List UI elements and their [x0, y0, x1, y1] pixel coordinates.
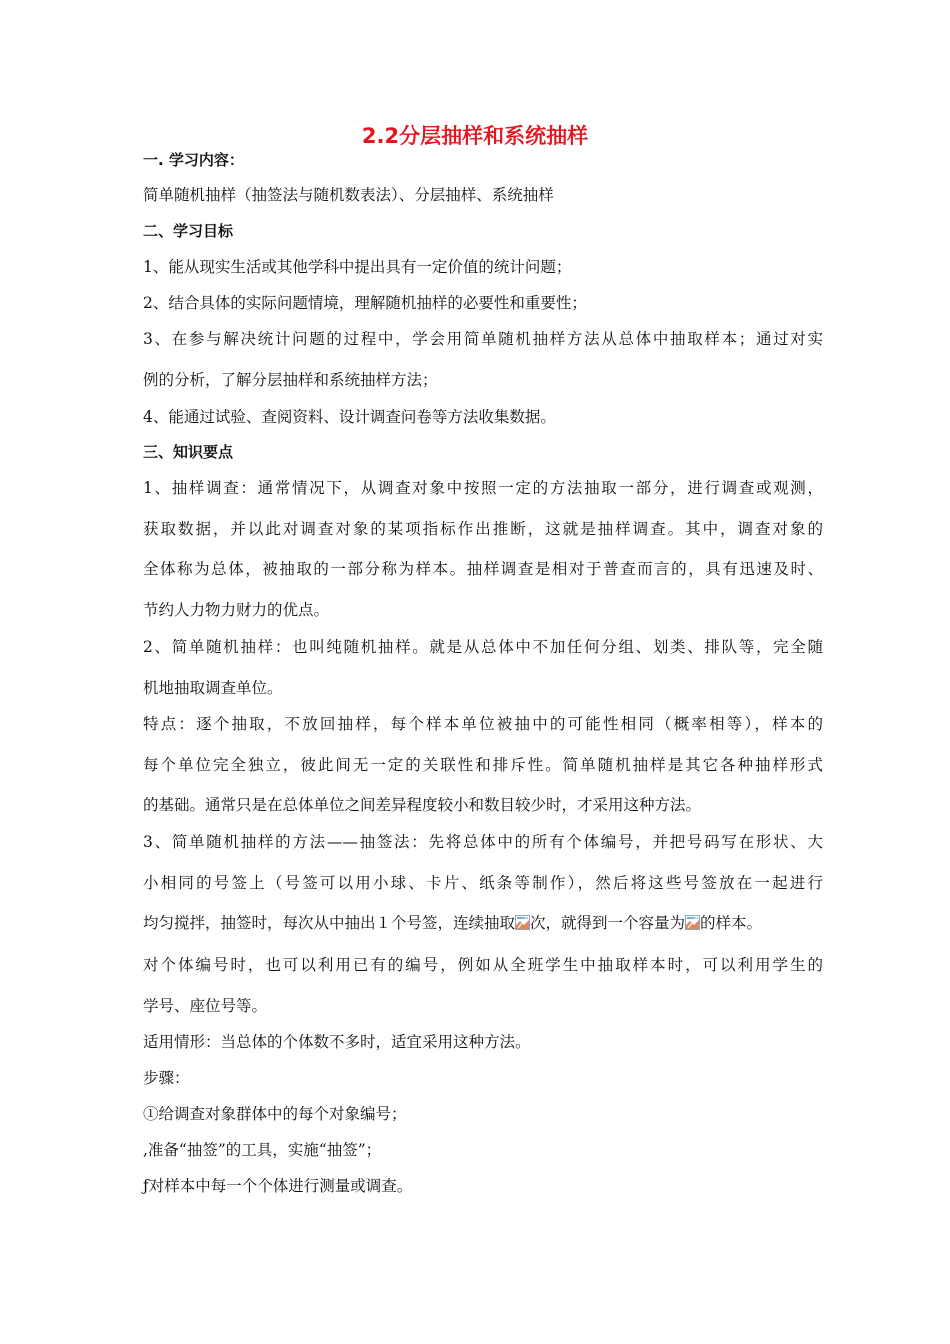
text-fragment: 均匀搅拌，抽签时，每次从中抽出１个号签，连续抽取	[143, 914, 516, 932]
paragraph-line: 全体称为总体，被抽取的一部分称为样本。抽样调查是相对于普查而言的，具有迅速及时、	[143, 560, 823, 578]
goal-item: 例的分析，了解分层抽样和系统抽样方法；	[143, 371, 438, 389]
section-heading-knowledge: 三、知识要点	[143, 443, 234, 461]
broken-image-icon	[685, 915, 700, 930]
paragraph-line: 节约人力物力财力的优点。	[143, 601, 330, 619]
paragraph-line: 特点：逐个抽取，不放回抽样，每个样本单位被抽中的可能性相同（概率相等），样本的	[143, 715, 823, 733]
step-item: ƒ对样本中每一个个体进行测量或调查。	[143, 1177, 413, 1195]
goal-item: 3、在参与解决统计问题的过程中，学会用简单随机抽样方法从总体中抽取样本；通过对实	[143, 330, 823, 348]
paragraph-line: 步骤：	[143, 1069, 190, 1087]
paragraph-line: 学号、座位号等。	[143, 997, 268, 1015]
paragraph-line: 的基础。通常只是在总体单位之间差异程度较小和数目较少时，才采用这种方法。	[143, 796, 702, 814]
paragraph-line: 1、抽样调查：通常情况下，从调查对象中按照一定的方法抽取一部分，进行调查或观测，	[143, 479, 823, 497]
paragraph-line: 机地抽取调查单位。	[143, 679, 283, 697]
broken-image-icon	[515, 915, 530, 930]
paragraph-line: 适用情形：当总体的个体数不多时，适宜采用这种方法。	[143, 1033, 531, 1051]
paragraph-line: 2、简单随机抽样：也叫纯随机抽样。就是从总体中不加任何分组、划类、排队等，完全随	[143, 638, 823, 656]
paragraph-line: 3、简单随机抽样的方法——抽签法：先将总体中的所有个体编号，并把号码写在形状、大	[143, 833, 823, 851]
step-item: ,准备“抽签”的工具，实施“抽签”；	[143, 1141, 382, 1159]
paragraph-line: 获取数据，并以此对调查对象的某项指标作出推断，这就是抽样调查。其中，调查对象的	[143, 520, 823, 538]
text-fragment: 次，就得到一个容量为	[530, 914, 686, 932]
step-item: ①给调查对象群体中的每个对象编号；	[143, 1105, 407, 1123]
paragraph-line: 小相同的号签上（号签可以用小球、卡片、纸条等制作），然后将这些号签放在一起进行	[143, 874, 823, 892]
section-heading-goals: 二、学习目标	[143, 222, 234, 240]
goal-item: 4、能通过试验、查阅资料、设计调查问卷等方法收集数据。	[143, 408, 556, 426]
section-heading-content: 一. 学习内容：	[143, 151, 244, 169]
paragraph-line-with-formula	[143, 912, 823, 934]
goal-item: 1、能从现实生活或其他学科中提出具有一定价值的统计问题；	[143, 258, 572, 276]
document-title: 2.2分层抽样和系统抽样	[361, 124, 589, 148]
goal-item: 2、结合具体的实际问题情境，理解随机抽样的必要性和重要性；	[143, 294, 587, 312]
paragraph-line: 简单随机抽样（抽签法与随机数表法）、分层抽样、系统抽样	[143, 186, 554, 204]
text-fragment: 的样本。	[700, 914, 763, 932]
paragraph-line: 对个体编号时，也可以利用已有的编号，例如从全班学生中抽取样本时，可以利用学生的	[143, 956, 823, 974]
paragraph-line: 每个单位完全独立，彼此间无一定的关联性和排斥性。简单随机抽样是其它各种抽样形式	[143, 756, 823, 774]
